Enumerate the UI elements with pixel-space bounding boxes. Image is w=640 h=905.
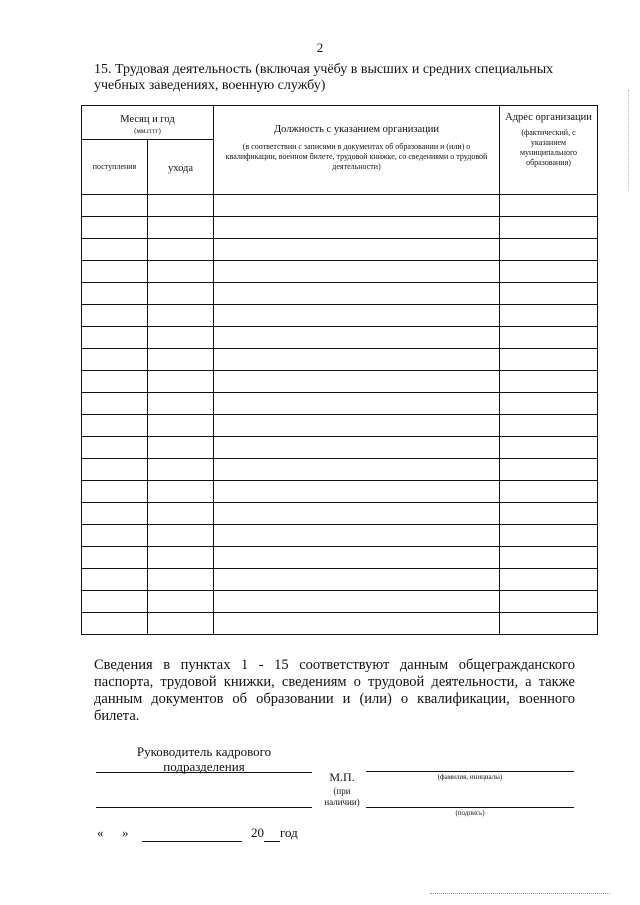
end-cell[interactable] (148, 591, 214, 613)
start-header (82, 140, 148, 195)
end-cell[interactable] (148, 569, 214, 591)
end-cell[interactable] (148, 349, 214, 371)
address-cell[interactable] (500, 283, 598, 305)
end-cell[interactable] (148, 393, 214, 415)
end-cell[interactable] (148, 547, 214, 569)
position-cell[interactable] (214, 437, 500, 459)
table-row (82, 371, 598, 393)
table-body (82, 195, 598, 635)
position-cell[interactable] (214, 525, 500, 547)
position-cell[interactable] (214, 503, 500, 525)
address-cell[interactable] (500, 481, 598, 503)
start-cell[interactable] (82, 327, 148, 349)
table-row (82, 591, 598, 613)
position-cell[interactable] (214, 591, 500, 613)
table-header-row (82, 106, 598, 140)
end-cell[interactable] (148, 437, 214, 459)
address-cell[interactable] (500, 393, 598, 415)
start-cell[interactable] (82, 217, 148, 239)
position-header-note: (в соответствии с записями в документах об образовании и (или) о квалификации, военном билете, трудовой книжке, со сведениями о трудовой деятельности) (225, 142, 488, 171)
signature-caption: (подпись) (455, 809, 485, 817)
address-cell[interactable] (500, 613, 598, 635)
start-cell[interactable] (82, 503, 148, 525)
margin-mark (628, 90, 629, 190)
position-cell[interactable] (214, 261, 500, 283)
start-cell[interactable] (82, 525, 148, 547)
position-cell[interactable] (214, 239, 500, 261)
end-header-label: ухода (167, 163, 194, 174)
start-cell[interactable] (82, 437, 148, 459)
table-row (82, 327, 598, 349)
end-cell[interactable] (148, 371, 214, 393)
end-cell[interactable] (148, 459, 214, 481)
address-cell[interactable] (500, 371, 598, 393)
address-cell[interactable] (500, 437, 598, 459)
position-cell[interactable] (214, 547, 500, 569)
stamp-label: М.П. (329, 770, 355, 784)
start-cell[interactable] (82, 195, 148, 217)
table-row (82, 261, 598, 283)
start-cell[interactable] (82, 481, 148, 503)
start-cell[interactable] (82, 415, 148, 437)
hr-head-label: Руководитель кадрового подразделения (136, 744, 272, 774)
address-cell[interactable] (500, 305, 598, 327)
hr-head-line[interactable] (96, 772, 312, 773)
position-cell[interactable] (214, 371, 500, 393)
table-row (82, 569, 598, 591)
position-cell[interactable] (214, 569, 500, 591)
start-cell[interactable] (82, 371, 148, 393)
table-row (82, 547, 598, 569)
position-cell[interactable] (214, 327, 500, 349)
address-cell[interactable] (500, 217, 598, 239)
address-cell[interactable] (500, 327, 598, 349)
start-cell[interactable] (82, 613, 148, 635)
start-cell[interactable] (82, 393, 148, 415)
date-year-line[interactable] (264, 825, 280, 842)
section-heading: 15. Трудовая деятельность (включая учёбу в высших и средних специальных учебных заведениях, военную службу) (94, 62, 554, 93)
end-cell[interactable] (148, 613, 214, 635)
end-cell[interactable] (148, 415, 214, 437)
table-row (82, 217, 598, 239)
table-row (82, 503, 598, 525)
date-quote-open: « (97, 825, 104, 840)
date-month-line[interactable] (142, 825, 242, 842)
address-cell[interactable] (500, 239, 598, 261)
address-cell[interactable] (500, 503, 598, 525)
position-header (214, 106, 500, 195)
end-cell[interactable] (148, 283, 214, 305)
month-year-header (82, 106, 214, 140)
position-header-label: Должность с указанием организации (273, 124, 440, 135)
start-cell[interactable] (82, 459, 148, 481)
address-cell[interactable] (500, 547, 598, 569)
table-row (82, 525, 598, 547)
stamp-note: (при наличии) (324, 786, 360, 807)
end-cell[interactable] (148, 195, 214, 217)
table-row (82, 437, 598, 459)
date-year-prefix: 20 (251, 825, 264, 840)
end-cell[interactable] (148, 503, 214, 525)
table-row (82, 283, 598, 305)
position-cell[interactable] (214, 195, 500, 217)
work-history-table (81, 105, 598, 635)
page-number: 2 (316, 40, 324, 55)
position-cell[interactable] (214, 459, 500, 481)
month-year-header-label: Месяц и год (120, 114, 175, 125)
position-cell[interactable] (214, 613, 500, 635)
table-row (82, 305, 598, 327)
end-cell[interactable] (148, 525, 214, 547)
start-cell[interactable] (82, 569, 148, 591)
name-caption: (фамилия, инициалы) (437, 773, 503, 781)
table-row (82, 195, 598, 217)
position-cell[interactable] (214, 217, 500, 239)
position-cell[interactable] (214, 481, 500, 503)
name-line[interactable] (366, 771, 574, 772)
date-row (97, 825, 298, 842)
end-cell[interactable] (148, 327, 214, 349)
address-header-label: Адрес организации (505, 112, 592, 123)
conformity-statement: Сведения в пунктах 1 - 15 соответствуют данным общегражданского паспорта, трудовой книжки, сведениям о трудовой деятельности, а также данным документов об образовании и (или) о квалификации, военного билета. (94, 657, 575, 724)
position-cell[interactable] (214, 305, 500, 327)
address-cell[interactable] (500, 195, 598, 217)
end-cell[interactable] (148, 217, 214, 239)
position-cell[interactable] (214, 349, 500, 371)
table-row (82, 239, 598, 261)
table-row (82, 415, 598, 437)
end-cell[interactable] (148, 305, 214, 327)
address-cell[interactable] (500, 459, 598, 481)
start-cell[interactable] (82, 239, 148, 261)
date-quote-close: » (122, 825, 129, 840)
start-cell[interactable] (82, 305, 148, 327)
signature-line[interactable] (366, 807, 574, 808)
end-cell[interactable] (148, 261, 214, 283)
position-cell[interactable] (214, 283, 500, 305)
address-cell[interactable] (500, 525, 598, 547)
end-cell[interactable] (148, 239, 214, 261)
start-cell[interactable] (82, 547, 148, 569)
table-row (82, 349, 598, 371)
address-cell[interactable] (500, 415, 598, 437)
address-header (500, 106, 598, 195)
footer-mark (430, 893, 610, 894)
address-header-note: (фактический, с указанием муниципального образования) (519, 128, 578, 167)
start-cell[interactable] (82, 349, 148, 371)
start-cell[interactable] (82, 283, 148, 305)
table-row (82, 481, 598, 503)
position-cell[interactable] (214, 415, 500, 437)
table-row (82, 613, 598, 635)
address-cell[interactable] (500, 591, 598, 613)
start-cell[interactable] (82, 591, 148, 613)
address-cell[interactable] (500, 349, 598, 371)
month-year-format: (мм.гггг) (134, 127, 161, 135)
date-year-suffix: год (280, 825, 298, 840)
end-header (148, 140, 214, 195)
end-cell[interactable] (148, 481, 214, 503)
address-cell[interactable] (500, 569, 598, 591)
start-header-label: поступления (92, 162, 137, 171)
start-cell[interactable] (82, 261, 148, 283)
position-cell[interactable] (214, 393, 500, 415)
hr-head-extra-line[interactable] (96, 807, 312, 808)
table-row (82, 393, 598, 415)
address-cell[interactable] (500, 261, 598, 283)
table-row (82, 459, 598, 481)
